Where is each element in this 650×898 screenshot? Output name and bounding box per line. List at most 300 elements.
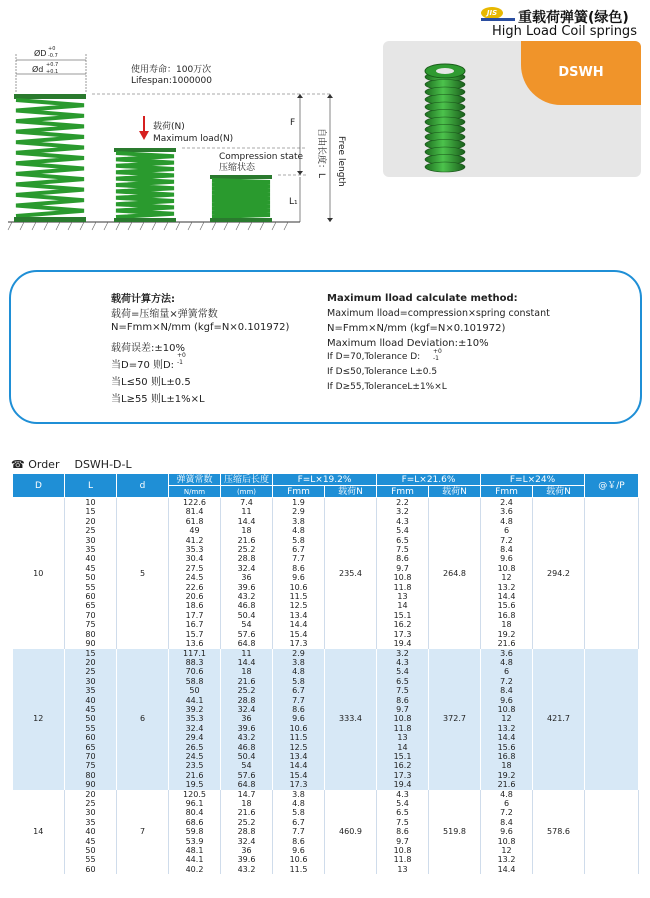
col-header-group-21: F=L×21.6%: [377, 474, 481, 486]
cell-compressed-length: 46.8: [221, 601, 273, 610]
cell-compressed-length: 39.6: [221, 724, 273, 733]
cell-fmm-21: 14: [377, 601, 429, 610]
cell-compressed-length: 14.4: [221, 658, 273, 667]
cell-compressed-length: 57.6: [221, 630, 273, 639]
cell-load-19: 460.9: [325, 790, 377, 875]
cell-fmm-19: 1.9: [273, 498, 325, 508]
cell-spring-constant: 44.1: [169, 855, 221, 864]
cell-L: 30: [65, 536, 117, 545]
lifespan-cn: 使用寿命：100万次: [131, 65, 212, 75]
cell-compressed-length: 50.4: [221, 752, 273, 761]
cell-fmm-19: 6.7: [273, 818, 325, 827]
cell-L: 55: [65, 855, 117, 864]
cell-fmm-24: 4.8: [481, 658, 533, 667]
cell-fmm-21: 8.6: [377, 696, 429, 705]
cell-fmm-21: 19.4: [377, 639, 429, 648]
cell-compressed-length: 43.2: [221, 865, 273, 874]
cell-spring-constant: 41.2: [169, 536, 221, 545]
cell-spring-constant: 122.6: [169, 498, 221, 508]
cell-fmm-24: 10.8: [481, 705, 533, 714]
free-spring: [14, 94, 86, 222]
cell-L: 30: [65, 808, 117, 817]
cell-compressed-length: 36: [221, 573, 273, 582]
cell-compressed-length: 43.2: [221, 592, 273, 601]
dim-f-label: F: [290, 118, 296, 128]
cell-compressed-length: 11: [221, 649, 273, 658]
cell-fmm-24: 12: [481, 714, 533, 723]
formula-title-cn: 载荷计算方法:: [111, 294, 175, 305]
formula-line-en: Maximum lload Deviation:±10%: [327, 338, 489, 349]
cell-fmm-19: 4.8: [273, 799, 325, 808]
cell-fmm-19: 12.5: [273, 601, 325, 610]
cell-fmm-24: 12: [481, 846, 533, 855]
cell-fmm-24: 14.4: [481, 733, 533, 742]
cell-fmm-24: 8.4: [481, 818, 533, 827]
page-title-cn: 重载荷弹簧(绿色): [518, 10, 629, 26]
cell-L: 80: [65, 630, 117, 639]
cell-fmm-21: 17.3: [377, 630, 429, 639]
table-row: [13, 649, 639, 658]
col-header-load: 载荷N: [429, 486, 481, 498]
cell-L: 70: [65, 752, 117, 761]
cell-L: 90: [65, 639, 117, 648]
cell-fmm-24: 14.4: [481, 865, 533, 874]
cell-compressed-length: 36: [221, 846, 273, 855]
cell-compressed-length: 36: [221, 714, 273, 723]
cell-fmm-24: 21.6: [481, 639, 533, 648]
cell-fmm-24: 13.2: [481, 855, 533, 864]
cell-d: 6: [117, 649, 169, 790]
tolerance-lower-en: -1: [433, 355, 439, 362]
formula-line-en: If D≥55,ToleranceL±1%×L: [327, 382, 447, 392]
cell-spring-constant: 24.5: [169, 573, 221, 582]
cell-price: [585, 649, 639, 790]
formula-line-en: If D≤50,Tolerance L±0.5: [327, 367, 438, 377]
cell-fmm-19: 8.6: [273, 705, 325, 714]
cell-fmm-21: 19.4: [377, 780, 429, 789]
col-header-l1-unit: (mm): [221, 486, 273, 498]
cell-compressed-length: 39.6: [221, 855, 273, 864]
lifespan-en: Lifespan:1000000: [131, 76, 212, 86]
cell-fmm-21: 9.7: [377, 564, 429, 573]
cell-d: 5: [117, 498, 169, 649]
cell-fmm-24: 15.6: [481, 601, 533, 610]
table-row: [13, 790, 639, 799]
cell-compressed-length: 64.8: [221, 639, 273, 648]
cell-spring-constant: 22.6: [169, 583, 221, 592]
cell-fmm-24: 3.6: [481, 649, 533, 658]
free-length-en: Free length: [336, 136, 346, 187]
cell-spring-constant: 39.2: [169, 705, 221, 714]
cell-compressed-length: 21.6: [221, 677, 273, 686]
cell-fmm-19: 15.4: [273, 630, 325, 639]
cell-fmm-19: 7.7: [273, 554, 325, 563]
compression-state-cn: 压缩状态: [219, 163, 256, 173]
cell-D: 12: [13, 649, 65, 790]
cell-fmm-24: 15.6: [481, 743, 533, 752]
cell-fmm-21: 10.8: [377, 846, 429, 855]
cell-fmm-19: 17.3: [273, 639, 325, 648]
cell-D: 14: [13, 790, 65, 875]
cell-spring-constant: 15.7: [169, 630, 221, 639]
table-row: [13, 498, 639, 508]
col-header-group-24: F=L×24%: [481, 474, 585, 486]
cell-L: 35: [65, 818, 117, 827]
cell-spring-constant: 59.8: [169, 827, 221, 836]
formula-box: [9, 270, 642, 424]
cell-fmm-21: 7.5: [377, 545, 429, 554]
cell-fmm-21: 2.2: [377, 498, 429, 508]
formula-line-cn: 载荷误差:±10%: [111, 343, 185, 354]
spring-diagram: [0, 30, 372, 242]
col-header-L: L: [65, 474, 117, 498]
cell-spring-constant: 21.6: [169, 771, 221, 780]
cell-fmm-24: 13.2: [481, 724, 533, 733]
cell-L: 15: [65, 649, 117, 658]
formula-line-en: N=Fmm×N/mm (kgf=N×0.101972): [327, 323, 506, 334]
cell-compressed-length: 21.6: [221, 808, 273, 817]
cell-fmm-21: 3.2: [377, 649, 429, 658]
col-header-spring-constant: 弹簧常数: [169, 474, 221, 486]
cell-compressed-length: 18: [221, 526, 273, 535]
cell-fmm-24: 2.4: [481, 498, 533, 508]
cell-fmm-24: 6: [481, 526, 533, 535]
cell-fmm-19: 7.7: [273, 696, 325, 705]
cell-fmm-19: 13.4: [273, 752, 325, 761]
cell-L: 45: [65, 564, 117, 573]
cell-L: 25: [65, 799, 117, 808]
cell-L: 55: [65, 724, 117, 733]
cell-L: 25: [65, 667, 117, 676]
cell-fmm-19: 13.4: [273, 611, 325, 620]
cell-spring-constant: 49: [169, 526, 221, 535]
cell-fmm-19: 7.7: [273, 827, 325, 836]
cell-L: 55: [65, 583, 117, 592]
cell-fmm-21: 9.7: [377, 705, 429, 714]
cell-fmm-21: 13: [377, 865, 429, 874]
cell-fmm-21: 3.2: [377, 507, 429, 516]
cell-fmm-19: 11.5: [273, 733, 325, 742]
cell-load-24: 294.2: [533, 498, 585, 649]
cell-fmm-24: 18: [481, 620, 533, 629]
cell-fmm-21: 11.8: [377, 855, 429, 864]
cell-fmm-21: 9.7: [377, 837, 429, 846]
cell-load-19: 235.4: [325, 498, 377, 649]
cell-fmm-19: 15.4: [273, 771, 325, 780]
cell-fmm-21: 16.2: [377, 620, 429, 629]
tolerance-lower-cn: -1: [177, 359, 183, 366]
compression-state-en: Compression state: [219, 152, 304, 162]
page-title-en: High Load Coil springs: [492, 24, 637, 39]
cell-fmm-21: 5.4: [377, 799, 429, 808]
cell-D: 10: [13, 498, 65, 649]
cell-spring-constant: 80.4: [169, 808, 221, 817]
jis-logo: JIS: [481, 7, 503, 19]
cell-fmm-19: 5.8: [273, 677, 325, 686]
formula-line-cn: 当D=70 则D:: [111, 360, 175, 371]
cell-fmm-19: 6.7: [273, 545, 325, 554]
cell-fmm-24: 7.2: [481, 536, 533, 545]
cell-compressed-length: 28.8: [221, 827, 273, 836]
cell-fmm-21: 6.5: [377, 536, 429, 545]
cell-fmm-24: 14.4: [481, 592, 533, 601]
cell-spring-constant: 16.7: [169, 620, 221, 629]
cell-spring-constant: 23.5: [169, 761, 221, 770]
cell-spring-constant: 26.5: [169, 743, 221, 752]
od-tol-lower: -0.7: [48, 53, 58, 59]
jis-logo-bar: [481, 18, 515, 21]
order-code: DSWH-D-L: [74, 458, 132, 471]
cell-fmm-19: 2.9: [273, 649, 325, 658]
cell-compressed-length: 18: [221, 799, 273, 808]
formula-title-en: Maximum lload calculate method:: [327, 293, 518, 304]
col-header-fmm: Fmm: [481, 486, 533, 498]
cell-fmm-19: 3.8: [273, 658, 325, 667]
cell-spring-constant: 53.9: [169, 837, 221, 846]
cell-compressed-length: 25.2: [221, 545, 273, 554]
series-tab: DSWH: [521, 41, 641, 105]
load-arrow-icon: [139, 116, 149, 140]
col-header-D: D: [13, 474, 65, 498]
cell-fmm-21: 4.3: [377, 790, 429, 799]
cell-spring-constant: 81.4: [169, 507, 221, 516]
cell-spring-constant: 27.5: [169, 564, 221, 573]
cell-fmm-19: 4.8: [273, 526, 325, 535]
cell-fmm-19: 9.6: [273, 846, 325, 855]
cell-fmm-19: 5.8: [273, 536, 325, 545]
cell-fmm-21: 4.3: [377, 658, 429, 667]
dim-l1-label: L₁: [289, 197, 298, 207]
cell-load-21: 519.8: [429, 790, 481, 875]
cell-L: 65: [65, 743, 117, 752]
cell-fmm-21: 15.1: [377, 752, 429, 761]
order-label: Order: [28, 458, 60, 471]
cell-compressed-length: 7.4: [221, 498, 273, 508]
cell-spring-constant: 40.2: [169, 865, 221, 874]
cell-L: 30: [65, 677, 117, 686]
cell-compressed-length: 21.6: [221, 536, 273, 545]
cell-fmm-24: 3.6: [481, 507, 533, 516]
cell-fmm-19: 9.6: [273, 573, 325, 582]
cell-fmm-19: 14.4: [273, 620, 325, 629]
formula-line-cn: 载荷=压缩量×弹簧常数: [111, 309, 218, 320]
cell-fmm-19: 10.6: [273, 855, 325, 864]
cell-L: 65: [65, 601, 117, 610]
cell-fmm-24: 13.2: [481, 583, 533, 592]
cell-L: 75: [65, 620, 117, 629]
cell-L: 40: [65, 827, 117, 836]
cell-fmm-19: 5.8: [273, 808, 325, 817]
cell-L: 15: [65, 507, 117, 516]
cell-compressed-length: 14.4: [221, 517, 273, 526]
cell-fmm-24: 19.2: [481, 630, 533, 639]
cell-fmm-19: 4.8: [273, 667, 325, 676]
cell-fmm-21: 10.8: [377, 573, 429, 582]
cell-L: 50: [65, 573, 117, 582]
cell-L: 90: [65, 780, 117, 789]
compressed-spring: [210, 175, 272, 222]
cell-fmm-21: 5.4: [377, 667, 429, 676]
cell-fmm-21: 13: [377, 592, 429, 601]
cell-fmm-19: 14.4: [273, 761, 325, 770]
id-tol-lower: +0.1: [46, 69, 59, 75]
cell-compressed-length: 64.8: [221, 780, 273, 789]
cell-fmm-24: 7.2: [481, 677, 533, 686]
cell-L: 45: [65, 705, 117, 714]
cell-compressed-length: 32.4: [221, 837, 273, 846]
cell-compressed-length: 46.8: [221, 743, 273, 752]
cell-spring-constant: 32.4: [169, 724, 221, 733]
cell-compressed-length: 25.2: [221, 818, 273, 827]
cell-fmm-24: 10.8: [481, 837, 533, 846]
cell-fmm-24: 16.8: [481, 611, 533, 620]
cell-fmm-21: 17.3: [377, 771, 429, 780]
cell-compressed-length: 54: [221, 620, 273, 629]
cell-fmm-21: 8.6: [377, 554, 429, 563]
cell-compressed-length: 57.6: [221, 771, 273, 780]
cell-price: [585, 790, 639, 875]
cell-L: 50: [65, 714, 117, 723]
cell-fmm-24: 9.6: [481, 696, 533, 705]
cell-fmm-19: 8.6: [273, 837, 325, 846]
order-line: [11, 458, 132, 471]
cell-fmm-24: 8.4: [481, 686, 533, 695]
col-header-d: d: [117, 474, 169, 498]
cell-fmm-19: 11.5: [273, 865, 325, 874]
cell-fmm-19: 11.5: [273, 592, 325, 601]
cell-compressed-length: 14.7: [221, 790, 273, 799]
id-label: Ød: [32, 65, 44, 74]
cell-compressed-length: 28.8: [221, 696, 273, 705]
cell-compressed-length: 32.4: [221, 705, 273, 714]
cell-spring-constant: 19.5: [169, 780, 221, 789]
cell-spring-constant: 18.6: [169, 601, 221, 610]
col-header-k-unit: N/mm: [169, 486, 221, 498]
cell-L: 40: [65, 696, 117, 705]
cell-L: 10: [65, 498, 117, 508]
spec-table: [12, 473, 639, 874]
formula-line-en: If D=70,Tolerance D:: [327, 352, 421, 362]
formula-line-en: Maximum lload=compression×spring constant: [327, 308, 550, 319]
col-header-price: @￥/P: [585, 474, 639, 498]
cell-spring-constant: 58.8: [169, 677, 221, 686]
cell-compressed-length: 18: [221, 667, 273, 676]
cell-compressed-length: 25.2: [221, 686, 273, 695]
cell-spring-constant: 61.8: [169, 517, 221, 526]
cell-fmm-19: 10.6: [273, 724, 325, 733]
cell-compressed-length: 11: [221, 507, 273, 516]
cell-fmm-24: 4.8: [481, 790, 533, 799]
cell-fmm-24: 16.8: [481, 752, 533, 761]
cell-spring-constant: 117.1: [169, 649, 221, 658]
cell-compressed-length: 43.2: [221, 733, 273, 742]
cell-fmm-21: 6.5: [377, 677, 429, 686]
cell-fmm-24: 21.6: [481, 780, 533, 789]
cell-compressed-length: 28.8: [221, 554, 273, 563]
cell-fmm-21: 14: [377, 743, 429, 752]
cell-fmm-21: 13: [377, 733, 429, 742]
cell-spring-constant: 50: [169, 686, 221, 695]
cell-fmm-24: 19.2: [481, 771, 533, 780]
col-header-compressed-length: 压缩后长度: [221, 474, 273, 486]
cell-fmm-19: 3.8: [273, 517, 325, 526]
cell-fmm-21: 5.4: [377, 526, 429, 535]
cell-spring-constant: 120.5: [169, 790, 221, 799]
tolerance-upper-cn: +0: [177, 352, 186, 359]
cell-L: 45: [65, 837, 117, 846]
cell-L: 35: [65, 545, 117, 554]
od-tol-upper: +0: [48, 46, 56, 52]
cell-fmm-19: 6.7: [273, 686, 325, 695]
cell-spring-constant: 35.3: [169, 714, 221, 723]
cell-spring-constant: 24.5: [169, 752, 221, 761]
cell-compressed-length: 39.6: [221, 583, 273, 592]
cell-spring-constant: 96.1: [169, 799, 221, 808]
cell-L: 80: [65, 771, 117, 780]
cell-L: 35: [65, 686, 117, 695]
cell-compressed-length: 54: [221, 761, 273, 770]
cell-load-21: 264.8: [429, 498, 481, 649]
cell-fmm-24: 9.6: [481, 827, 533, 836]
cell-load-21: 372.7: [429, 649, 481, 790]
cell-fmm-19: 10.6: [273, 583, 325, 592]
cell-L: 20: [65, 790, 117, 799]
formula-line-cn: 当L≥55 则L±1%×L: [111, 394, 205, 405]
cell-fmm-24: 6: [481, 667, 533, 676]
cell-fmm-24: 8.4: [481, 545, 533, 554]
cell-fmm-21: 15.1: [377, 611, 429, 620]
cell-fmm-21: 11.8: [377, 724, 429, 733]
free-length-cn: 自由长度：L: [316, 128, 326, 179]
col-header-group-19: F=L×19.2%: [273, 474, 377, 486]
cell-L: 60: [65, 733, 117, 742]
cell-fmm-24: 7.2: [481, 808, 533, 817]
cell-L: 60: [65, 592, 117, 601]
cell-fmm-24: 18: [481, 761, 533, 770]
cell-L: 60: [65, 865, 117, 874]
cell-spring-constant: 48.1: [169, 846, 221, 855]
cell-spring-constant: 20.6: [169, 592, 221, 601]
cell-fmm-24: 10.8: [481, 564, 533, 573]
cell-fmm-19: 2.9: [273, 507, 325, 516]
cell-fmm-24: 4.8: [481, 517, 533, 526]
cell-load-19: 333.4: [325, 649, 377, 790]
cell-price: [585, 498, 639, 649]
ground-hatch: [8, 222, 288, 230]
cell-d: 7: [117, 790, 169, 875]
load-label-cn: 载荷(N): [153, 122, 185, 132]
cell-L: 75: [65, 761, 117, 770]
cell-fmm-19: 17.3: [273, 780, 325, 789]
cell-spring-constant: 30.4: [169, 554, 221, 563]
cell-spring-constant: 29.4: [169, 733, 221, 742]
col-header-load: 载荷N: [533, 486, 585, 498]
cell-fmm-21: 11.8: [377, 583, 429, 592]
cell-compressed-length: 32.4: [221, 564, 273, 573]
cell-fmm-19: 12.5: [273, 743, 325, 752]
table-body: [13, 498, 639, 875]
cell-spring-constant: 70.6: [169, 667, 221, 676]
cell-fmm-21: 10.8: [377, 714, 429, 723]
cell-fmm-21: 7.5: [377, 686, 429, 695]
cell-fmm-21: 7.5: [377, 818, 429, 827]
id-tol-upper: +0.7: [46, 62, 59, 68]
cell-compressed-length: 50.4: [221, 611, 273, 620]
cell-L: 25: [65, 526, 117, 535]
cell-spring-constant: 88.3: [169, 658, 221, 667]
col-header-load: 载荷N: [325, 486, 377, 498]
load-label-en: Maximum load(N): [153, 134, 234, 144]
